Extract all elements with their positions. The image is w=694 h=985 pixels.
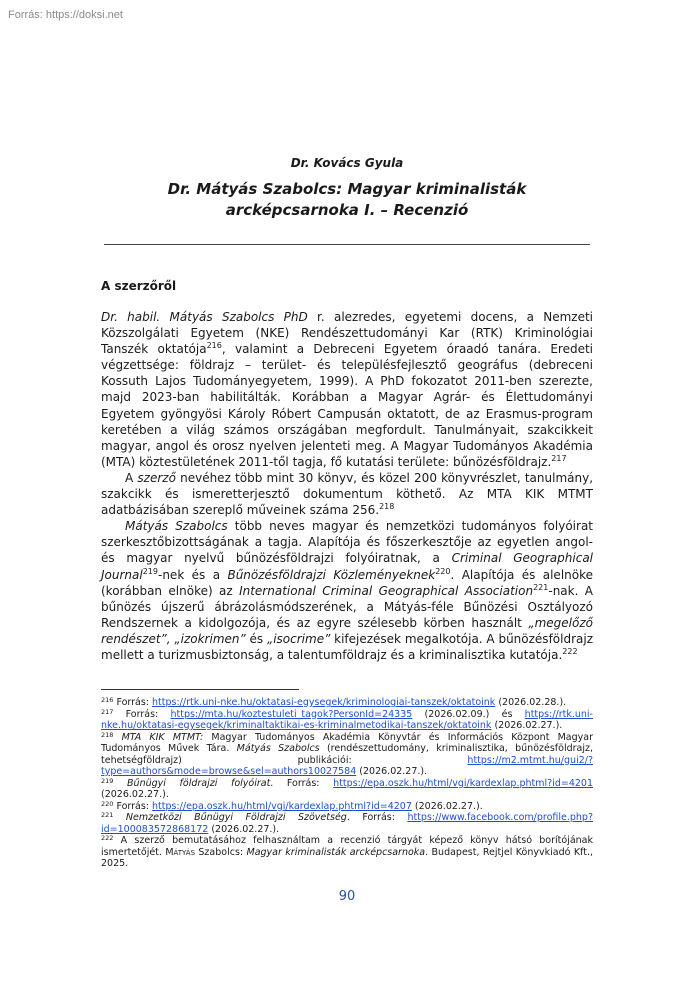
text: -nak. A bűnözés újszerű ábrázolásmódszerének, a Mátyás-féle Bűnözési Osztályozó Rendszernek a kidolgozója, és az egyre szélesebb körben használt xyxy=(101,583,594,630)
paragraph-3 xyxy=(101,518,593,663)
emphasis: Mátyás Szabolcs xyxy=(236,743,320,754)
text: (2026.02.27.). xyxy=(491,720,563,731)
footnote-219 xyxy=(101,778,593,801)
text: (2026.02.09.) és xyxy=(412,708,525,720)
footnote-link[interactable]: https://epa.oszk.hu/html/vgi/kardexlap.phtml?id=4207 xyxy=(152,800,412,812)
footnote-220 xyxy=(101,801,593,813)
text: r. alezredes, egyetemi docens, a Nemzeti Közszolgálati Egyetem (NKE) Rendészettudományi Kar (RTK) Kriminológiai Tanszék oktatója xyxy=(101,310,593,357)
footnote-number: 220 xyxy=(101,799,114,808)
text: Forrás: xyxy=(113,800,153,812)
footnote-ref-218[interactable]: 218 xyxy=(379,502,395,512)
text: (2026.02.27.). xyxy=(411,800,483,812)
text: Magyar Tudományos Akadémia Könyvtár és Információs Központ Magyar Tudományos Művek Tára. xyxy=(101,731,594,754)
text: -nek és a xyxy=(158,567,228,582)
footnote-number: 218 xyxy=(101,730,114,739)
footnote-218 xyxy=(101,732,593,778)
emphasis: „megelőző rendészet”, „izokrimen” xyxy=(101,615,593,646)
footnote-link[interactable]: https://rtk.uni-nke.hu/oktatasi-egysegek/kriminaltaktikai-es-kriminalmetodikai-tanszek/oktatoink xyxy=(101,708,593,731)
review-author: Dr. Kovács Gyula xyxy=(290,156,404,170)
emphasis: Nemzetközi Bűnügyi Földrajzi Szövetség xyxy=(113,812,347,823)
text: (rendészettudomány, kriminalisztika, bűnözésföldrajz, tehetségföldrajz) publikációi: xyxy=(101,743,593,766)
title-divider xyxy=(104,244,590,245)
footnote-number: 216 xyxy=(101,696,114,704)
text: több neves magyar és nemzetközi tudományos folyóirat szerkesztőbizottságának a tagja. Alapítója és főszerkesztője az egyetlen angol- és magyar nyelvű bűnözésföldrajzi folyóiratnak, a xyxy=(101,519,593,566)
emphasis: szerző xyxy=(137,470,176,485)
footnote-link[interactable]: https://www.facebook.com/profile.php?id=100083572868172 xyxy=(101,812,593,835)
journal-title: Bűnözésföldrajzi Közleményeknek xyxy=(227,567,436,582)
footnote-216 xyxy=(101,697,593,709)
footnote-number: 217 xyxy=(101,707,114,716)
journal-title: Criminal Geographical Journal xyxy=(101,551,593,582)
text: és xyxy=(245,631,267,646)
text: Szabolcs: xyxy=(195,846,247,858)
text: , valamint a Debreceni Egyetem óraadó tanára. Eredeti végzettsége: földrajz – terület- és településfejlesztő geográfus (debreceni Kossuth Lajos Tudományegyetem, 1999). A PhD fokozatot 2011-ben szerezte, majd 2023-ban habilitálták. Korábban a Magyar Agrár- és Élettudományi Egyetem gyöngyösi Károly Róbert Campusán oktatott, de az Erasmus-program keretében a világ számos országában megfordult. Tanulmányait, szakcikkeit magyar, angol és orosz nyelven jelenteti meg. A Magyar Tudományos Akadémia (MTA) köztestületének 2011-től tagja, fő kutatási területe: bűnözésföldrajz. xyxy=(101,342,593,469)
article-body xyxy=(101,309,593,663)
footnote-link[interactable]: https://m2.mtmt.hu/gui2/?type=authors&mode=browse&sel=authors10027584 xyxy=(101,754,593,777)
text: . Alapítója és alelnöke (korábban elnöke) az xyxy=(101,567,593,598)
text: nevéhez több mint 30 könyv, és közel 200 könyvrészlet, tanulmány, szakcikk és ismeretterjesztő dokumentum köthető. Az MTA KIK MTMT adatbázisában szereplő műveinek száma 256. xyxy=(101,470,594,518)
text: . Forrás: xyxy=(270,777,334,789)
footnote-ref-217[interactable]: 217 xyxy=(551,453,567,463)
text: (2026.02.28.). xyxy=(495,697,567,708)
paragraph-2 xyxy=(101,470,593,518)
text: (2026.02.27.). xyxy=(208,823,280,835)
footnote-ref-220[interactable]: 220 xyxy=(435,566,451,576)
text: . Forrás: xyxy=(346,812,408,823)
text: (2026.02.27.). xyxy=(356,766,428,777)
footnote-number: 221 xyxy=(101,811,114,819)
source-watermark: Forrás: https://doksi.net xyxy=(8,9,123,21)
footnote-222 xyxy=(101,835,593,870)
title-line-2: arcképcsarnoka I. – Recenzió xyxy=(225,201,469,219)
text: (2026.02.27.). xyxy=(101,789,169,800)
text: kifejezések megalkotója. A bűnözésföldrajz mellett a turizmusbiztonság, a talentumföldrajz és a kriminalisztika kutatója. xyxy=(101,631,594,662)
author-name: Dr. habil. Mátyás Szabolcs PhD xyxy=(101,310,308,324)
author-surname: Mátyás xyxy=(165,846,196,858)
footnote-ref-221[interactable]: 221 xyxy=(533,582,549,592)
text: A szerző bemutatásához felhasználtam a recenzió tárgyát képező könyv hátsó borítójának ismertetőjét. xyxy=(101,835,593,858)
footnote-number: 222 xyxy=(101,834,114,842)
page-number: 90 xyxy=(338,889,356,904)
footnote-ref-222[interactable]: 222 xyxy=(562,646,578,656)
footnote-link[interactable]: https://rtk.uni-nke.hu/oktatasi-egysegek/kriminologiai-tanszek/oktatoink xyxy=(152,697,496,708)
footnote-link[interactable]: https://mta.hu/koztestuleti_tagok?PersonId=24335 xyxy=(170,708,413,720)
footnote-link[interactable]: https://epa.oszk.hu/html/vgi/kardexlap.phtml?id=4201 xyxy=(333,777,593,789)
footnote-number: 219 xyxy=(101,776,114,785)
emphasis: Bűnügyi földrajzi folyóirat xyxy=(113,777,271,789)
text: Forrás: xyxy=(113,697,153,708)
text: A xyxy=(125,470,138,485)
title-line-1: Dr. Mátyás Szabolcs: Magyar kriminalisták xyxy=(167,180,527,198)
footnotes xyxy=(101,697,593,870)
paragraph-1 xyxy=(101,309,593,470)
footnote-217 xyxy=(101,709,593,732)
footnote-221 xyxy=(101,812,593,835)
footnote-ref-219[interactable]: 219 xyxy=(142,566,158,576)
footnote-ref-216[interactable]: 216 xyxy=(206,341,222,351)
section-heading: A szerzőről xyxy=(101,279,177,293)
emphasis: Mátyás Szabolcs xyxy=(125,519,228,534)
article-title xyxy=(100,179,594,221)
association-name: International Criminal Geographical Association xyxy=(239,583,534,598)
emphasis: „isocrime” xyxy=(267,631,331,646)
emphasis: MTA KIK MTMT: xyxy=(113,731,204,743)
text: . Budapest, Rejtjel Könyvkiadó Kft., 2025. xyxy=(101,846,593,869)
footnote-divider xyxy=(101,689,299,690)
text: Forrás: xyxy=(113,708,171,720)
book-title: Magyar kriminalisták arcképcsarnoka xyxy=(246,846,426,858)
